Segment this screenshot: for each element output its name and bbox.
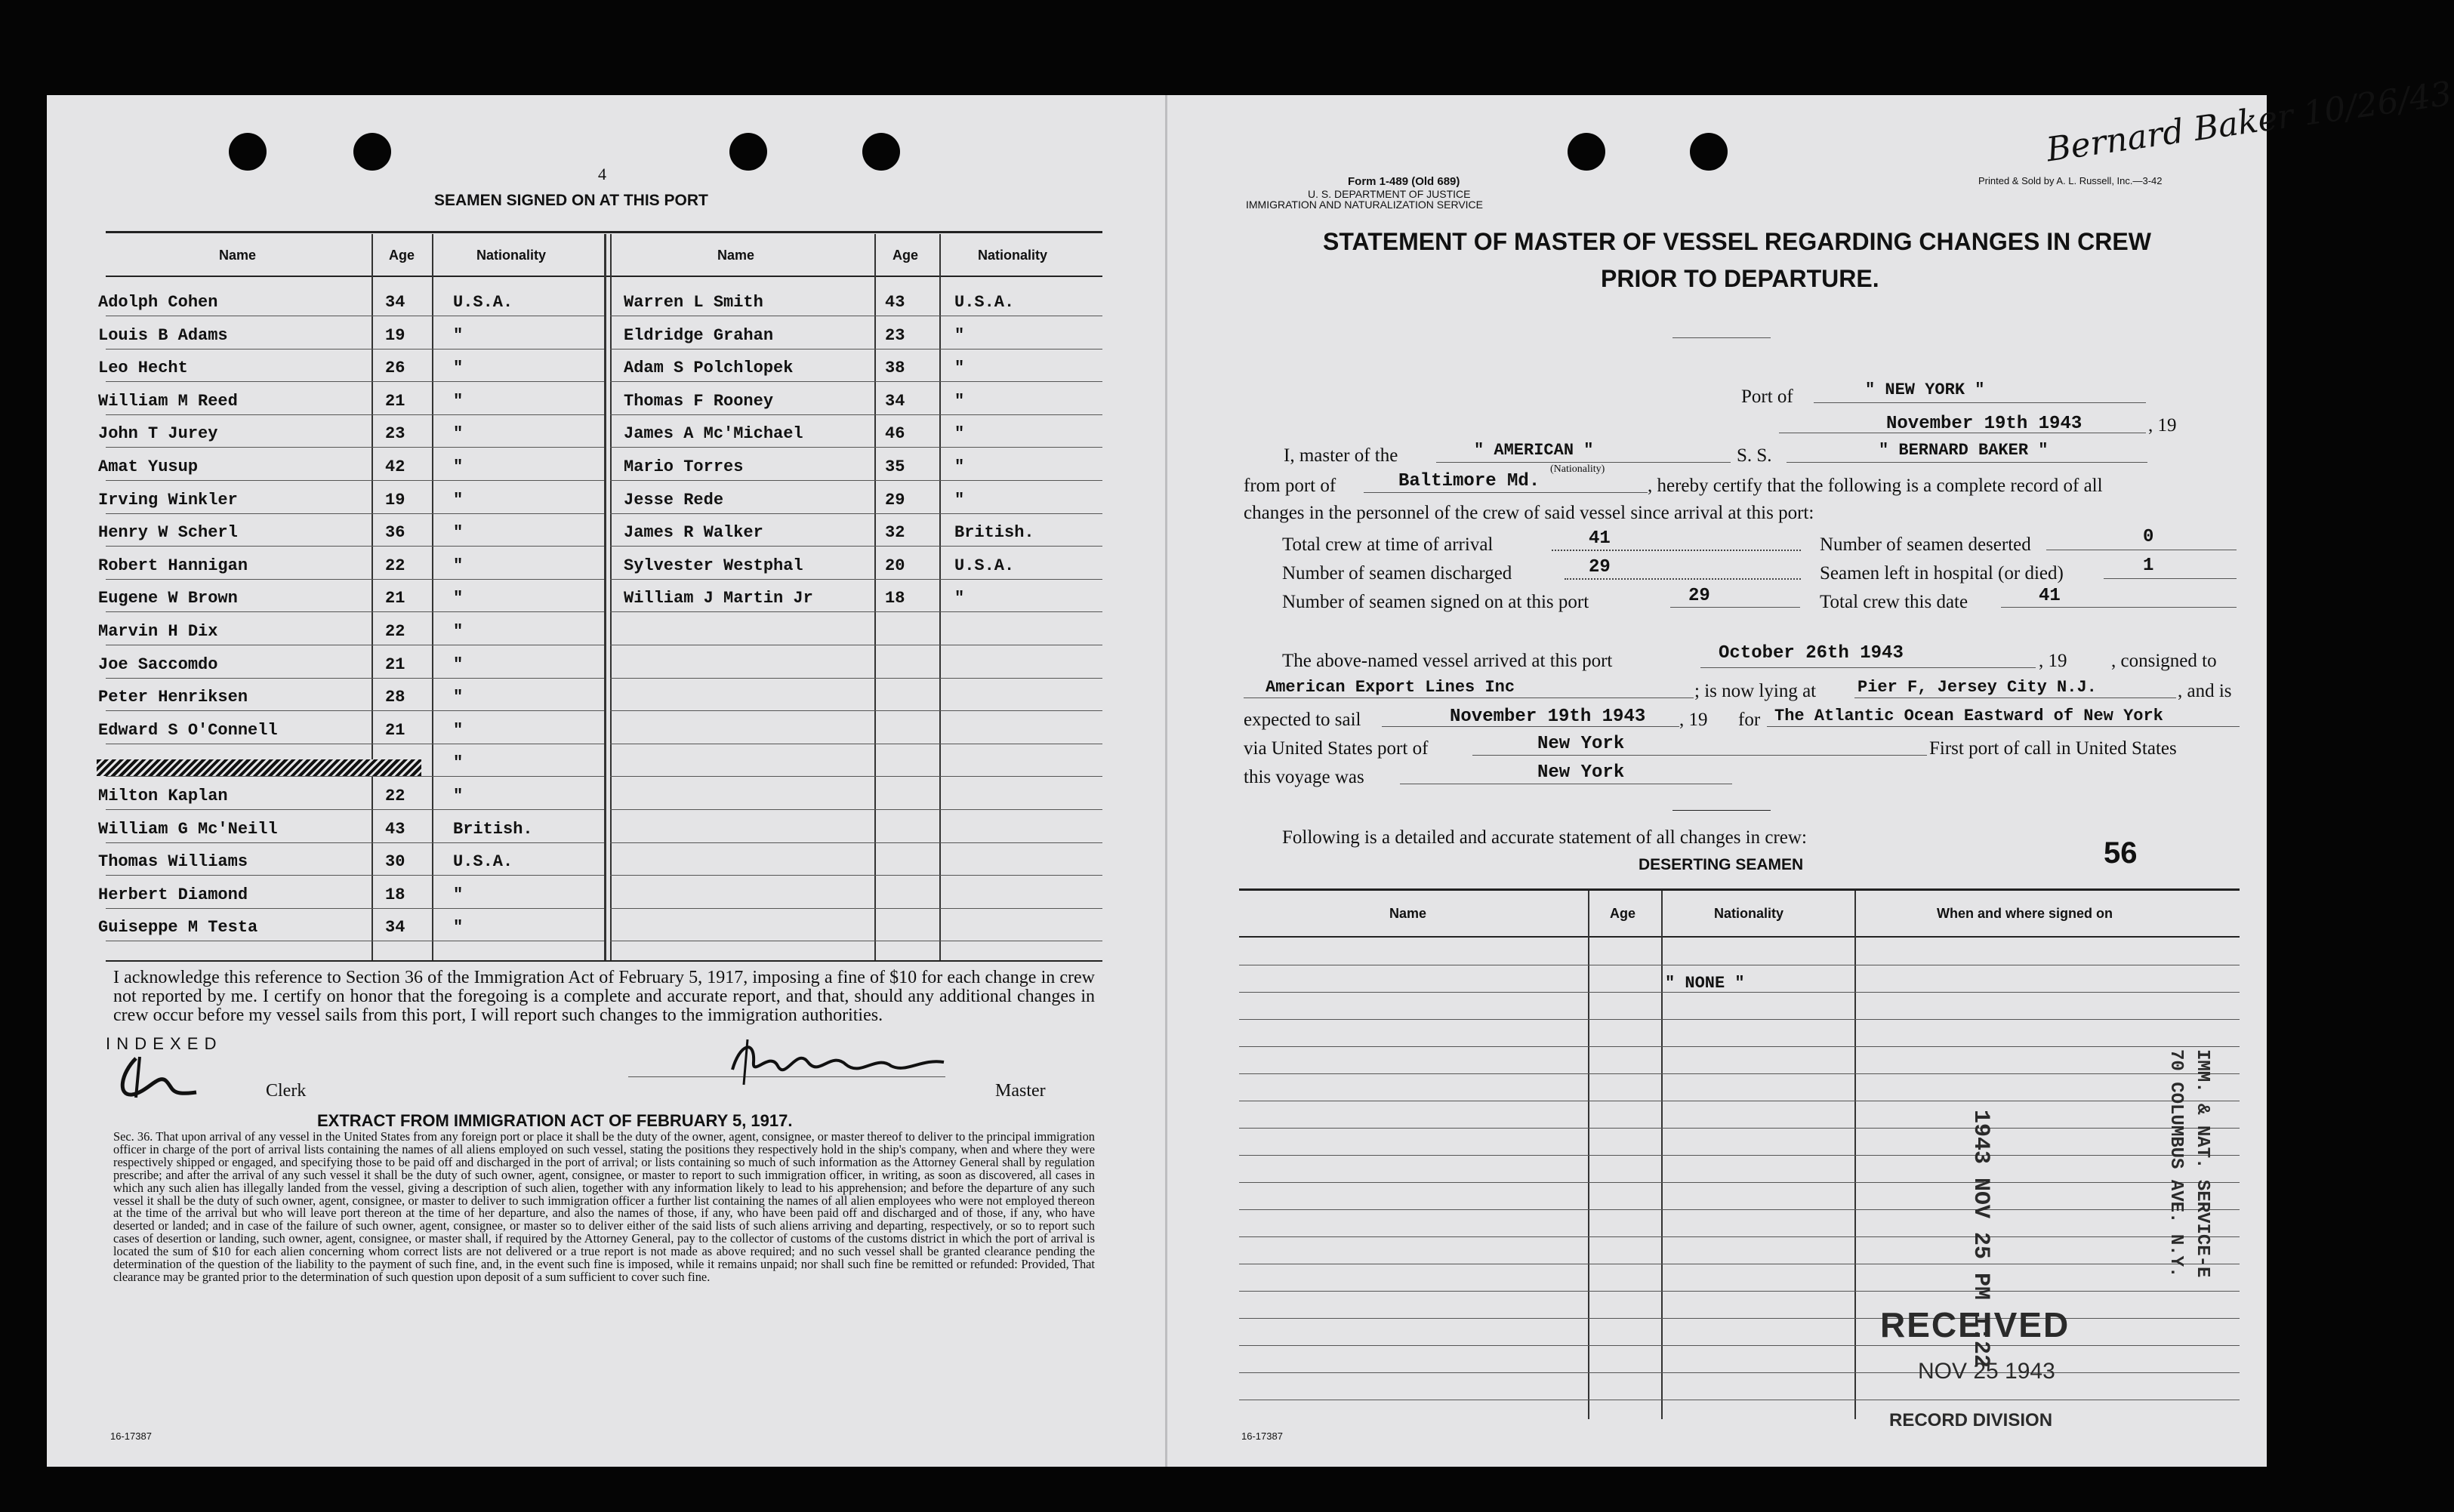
cell-nationality: British.	[954, 523, 1034, 543]
table-row-rule	[610, 611, 1102, 612]
via-line	[1472, 755, 1927, 756]
cell-nationality: British.	[453, 819, 533, 839]
cell-name: Thomas Williams	[98, 852, 248, 872]
table-row-rule	[106, 678, 604, 679]
deserting-row-rule	[1239, 1372, 2240, 1373]
deserting-header-rule	[1239, 936, 2240, 938]
received-date-stamp: NOV 25 1943	[1918, 1359, 2055, 1384]
table-row-rule	[106, 776, 604, 777]
cell-nationality: "	[453, 918, 464, 938]
total-crew-arrival-label: Total crew at time of arrival	[1282, 534, 1494, 555]
punch-hole	[729, 133, 767, 171]
deserted-label: Number of seamen deserted	[1820, 534, 2031, 555]
cell-name: Thomas F Rooney	[624, 391, 774, 411]
port-label: Port of	[1741, 386, 1793, 407]
indexed-stamp: I N D E X E D	[106, 1034, 217, 1053]
cell-age: 32	[885, 523, 905, 543]
table-row-rule	[106, 579, 604, 580]
cell-nationality: U.S.A.	[453, 852, 513, 872]
table-row-rule	[106, 546, 604, 547]
table-row-rule	[610, 579, 1102, 580]
voyage-value: New York	[1537, 762, 1625, 783]
cell-age: 23	[885, 325, 905, 345]
cell-nationality: "	[954, 490, 965, 510]
signed-on-label: Number of seamen signed on at this port	[1282, 592, 1589, 612]
cell-name: Mario Torres	[624, 457, 744, 476]
hospital-label: Seamen left in hospital (or died)	[1820, 563, 2064, 584]
office-stamp-line1: IMM. & NAT. SERVICE-E	[2192, 1049, 2212, 1278]
cell-age: 42	[385, 457, 405, 476]
cell-age: 23	[385, 424, 405, 444]
date-value: November 19th 1943	[1886, 414, 2083, 434]
col-header-age: Age	[893, 248, 919, 263]
cell-name: Guiseppe M Testa	[98, 918, 258, 938]
deserting-row-rule	[1239, 1046, 2240, 1047]
extract-title: EXTRACT FROM IMMIGRATION ACT OF FEBRUARY 5, 1917.	[317, 1111, 793, 1130]
form-number: Form 1-489 (Old 689)	[1348, 175, 1460, 188]
cell-name: William G Mc'Neill	[98, 819, 278, 839]
from-port-label: from port of	[1244, 476, 1336, 496]
table-row-rule	[106, 349, 604, 350]
table-row-rule	[610, 447, 1102, 448]
table-row-rule	[106, 875, 604, 876]
punch-hole	[1690, 133, 1728, 171]
table-row-rule	[610, 875, 1102, 876]
cell-name: William J Martin Jr	[624, 589, 813, 608]
hospital-value: 1	[2143, 556, 2154, 576]
cell-name: Eldridge Grahan	[624, 325, 774, 345]
deserting-header-nationality: Nationality	[1714, 906, 1784, 921]
cell-name: Marvin H Dix	[98, 622, 218, 641]
table-row-rule	[610, 842, 1102, 843]
cell-nationality: U.S.A.	[453, 293, 513, 312]
via-value: New York	[1537, 734, 1625, 754]
cell-nationality: "	[954, 391, 965, 411]
cell-name: Amat Yusup	[98, 457, 199, 476]
deserting-row-rule	[1239, 1073, 2240, 1074]
arrived-year: , 19	[2039, 651, 2067, 671]
changes-text: changes in the personnel of the crew of said vessel since arrival at this port:	[1244, 503, 1814, 523]
cell-name: William M Reed	[98, 391, 238, 411]
column-divider	[874, 234, 876, 960]
deserting-row-rule	[1239, 1019, 2240, 1020]
total-crew-date-label: Total crew this date	[1820, 592, 1968, 612]
blank-line	[1672, 337, 1771, 338]
expected-value: November 19th 1943	[1450, 707, 1646, 727]
for-label: for	[1738, 710, 1761, 730]
office-stamp-line2: 70 COLUMBUS AVE. N.Y.	[2166, 1049, 2186, 1278]
cell-nationality: "	[453, 556, 464, 575]
page-fold	[1165, 95, 1167, 1467]
deserting-row-rule	[1239, 1128, 2240, 1129]
lying-line	[1854, 697, 2176, 698]
cell-nationality: "	[453, 787, 464, 805]
dotted-line	[1552, 550, 1801, 551]
cell-nationality: "	[453, 490, 464, 510]
deserting-row-rule	[1239, 1318, 2240, 1319]
punch-hole	[353, 133, 391, 171]
cell-age: 19	[385, 490, 405, 510]
cell-nationality: "	[453, 325, 464, 345]
deserted-value: 0	[2143, 527, 2154, 547]
punch-hole	[229, 133, 267, 171]
master-of-label: I, master of the	[1284, 445, 1398, 466]
col-header-age: Age	[389, 248, 415, 263]
printer-note: Printed & Sold by A. L. Russell, Inc.—3-42	[1978, 175, 2163, 186]
cell-age: 34	[385, 293, 405, 312]
voyage-label: this voyage was	[1244, 767, 1364, 787]
col-header-name: Name	[219, 248, 257, 263]
signed-on-value: 29	[1688, 586, 1710, 606]
punch-hole	[1568, 133, 1605, 171]
table-row-rule	[610, 513, 1102, 514]
nationality-value: " AMERICAN "	[1474, 441, 1594, 460]
nationality-caption: (Nationality)	[1550, 463, 1605, 475]
table-row-rule	[610, 480, 1102, 481]
column-divider	[604, 234, 606, 960]
table-row-rule	[106, 447, 604, 448]
table-row-rule	[106, 908, 604, 909]
arrived-label: The above-named vessel arrived at this port	[1282, 651, 1613, 671]
cell-name: Robert Hannigan	[98, 556, 248, 575]
cell-age: 34	[385, 918, 405, 938]
cell-age: 43	[885, 293, 905, 312]
cell-age: 29	[885, 490, 905, 510]
deserting-row-rule	[1239, 1209, 2240, 1210]
consignee-line	[1244, 697, 1694, 698]
table-row-rule	[610, 678, 1102, 679]
cell-name: Henry W Scherl	[98, 523, 238, 543]
table-row-rule	[610, 414, 1102, 415]
signed-on-line	[1670, 607, 1800, 608]
cell-name: Joe Saccomdo	[98, 654, 218, 674]
cell-nationality: "	[453, 424, 464, 444]
expected-label: expected to sail	[1244, 710, 1361, 730]
cell-age: 21	[385, 391, 405, 411]
table-row-rule	[610, 809, 1102, 810]
form-title: STATEMENT OF MASTER OF VESSEL REGARDING CHANGES IN CREW	[1323, 228, 2151, 255]
column-divider	[432, 234, 433, 960]
cell-nationality: "	[453, 457, 464, 476]
expected-year: , 19	[1679, 710, 1708, 730]
cell-name: Peter Henriksen	[98, 688, 248, 707]
following-text: Following is a detailed and accurate statement of all changes in crew:	[1282, 827, 1807, 848]
none-value: " NONE "	[1665, 974, 1745, 993]
arrived-value: October 26th 1943	[1719, 643, 1904, 664]
record-division-stamp: RECORD DIVISION	[1889, 1410, 2053, 1430]
ship-line	[1787, 462, 2147, 463]
cell-name: Edward S O'Connell	[98, 720, 278, 740]
and-is-label: , and is	[2178, 681, 2232, 701]
extract-text: Sec. 36. That upon arrival of any vessel in the United States from any foreign port or place it shall be the duty of the owner, agent, consignee, or master thereof to deliver to the principal immigration officer in charge of the port of arrival lists containing the names of all aliens employed on such vessel, stating the positions they respectively hold in the ship's company, when and where they were respectively shipped or engaged, and specifying those to be paid off and discharged in the port of arrival; or lists containing so much of such information as the Attorney General shall by regulation prescribe; and after the arrival of any such vessel it shall be the duty of such owner, agent, consignee, or master to report to such immigration officer, in writing, as soon as discovered, all cases in which any such alien has illegally landed from the vessel, giving a description of such alien, together with any information likely to lead to his apprehension; and before the departure of any such vessel it shall be the duty of such owner, agent, consignee, or master to deliver to such immigration officer a further list containing the names of all alien employees who were not employed thereon at the time of the arrival but who will leave port thereon at the time of her departure, and also the names of those, if any, who have been paid off and discharged and of those, if any, who have deserted or landed; and in case of the failure of such owner, agent, consignee, or master so to deliver either of the said lists of such aliens arriving and departing, respectively, or so to report such cases of desertion or landing, such owner, agent, consignee, or master shall, if required by the Attorney General, pay to the collector of customs of the customs district in which the port of arrival is located the sum of $10 for each alien concerning whom correct lists are not delivered or a true report is not made as above required; and no such vessel shall be granted clearance pending the determination of the question of the liability to the payment of such fine, and, in the event such fine is imposed, while it remains unpaid; nor shall such fine be remitted or refunded: Provided, That clearance may be granted prior to the determination of such question upon deposit of a sum sufficient to cover such fine.	[113, 1129, 1095, 1284]
cell-age: 21	[385, 654, 405, 674]
port-line	[1814, 402, 2146, 403]
table-row-rule	[610, 349, 1102, 350]
cell-nationality: "	[954, 325, 965, 345]
cell-age: 21	[385, 720, 405, 740]
table-row-rule	[610, 381, 1102, 382]
table-bottom-rule	[106, 960, 1102, 962]
short-rule	[1672, 810, 1771, 811]
cell-name: Irving Winkler	[98, 490, 238, 510]
cell-name: Leo Hecht	[98, 359, 188, 378]
master-label: Master	[995, 1081, 1046, 1101]
cell-name: Milton Kaplan	[98, 787, 228, 805]
cell-name: Sylvester Westphal	[624, 556, 803, 575]
cell-age: 35	[885, 457, 905, 476]
date-received-stamp: 1943 NOV 25 PM 1:22	[1968, 1110, 1993, 1369]
cell-age: 20	[885, 556, 905, 575]
deserting-header-when-where: When and where signed on	[1937, 906, 2113, 921]
deserting-heading: DESERTING SEAMEN	[1639, 856, 1804, 873]
consignee-value: American Export Lines Inc	[1266, 678, 1515, 697]
cell-age: 34	[885, 391, 905, 411]
cell-name: Herbert Diamond	[98, 885, 248, 904]
master-signature	[725, 1036, 951, 1089]
discharged-value: 29	[1589, 557, 1611, 577]
punch-hole	[862, 133, 900, 171]
cell-age: 18	[385, 885, 405, 904]
form-subtitle: PRIOR TO DEPARTURE.	[1601, 265, 1879, 292]
page-number: 4	[598, 165, 606, 183]
table-top-rule	[106, 231, 1102, 233]
handwritten-note: Bernard Baker 10/26/43	[2044, 74, 2454, 170]
deserting-row-rule	[1239, 1291, 2240, 1292]
table-row-rule	[106, 809, 604, 810]
for-line	[1767, 726, 2240, 727]
cell-age: 46	[885, 424, 905, 444]
table-row-rule	[610, 908, 1102, 909]
cell-age: 43	[385, 819, 405, 839]
form-code: 16-17387	[110, 1430, 152, 1442]
table-row-rule	[610, 546, 1102, 547]
year-suffix: , 19	[2148, 415, 2177, 436]
table-row-rule	[106, 480, 604, 481]
cell-age: 30	[385, 852, 405, 872]
cell-age: 18	[885, 589, 905, 608]
cell-name: Eugene W Brown	[98, 589, 238, 608]
table-row-rule	[106, 611, 604, 612]
deserting-row-rule	[1239, 1345, 2240, 1346]
cell-age: 28	[385, 688, 405, 707]
cell-nationality: U.S.A.	[954, 556, 1015, 575]
cell-age: 38	[885, 359, 905, 378]
ss-label: S. S.	[1737, 445, 1772, 466]
cell-nationality: "	[453, 359, 464, 378]
table-row-rule	[106, 710, 604, 711]
cell-name: John T Jurey	[98, 424, 218, 444]
service: IMMIGRATION AND NATURALIZATION SERVICE	[1246, 199, 1483, 211]
section-title: SEAMEN SIGNED ON AT THIS PORT	[434, 192, 708, 209]
cell-name: Jesse Rede	[624, 490, 724, 510]
deserting-row-rule	[1239, 1182, 2240, 1183]
cell-nationality: "	[453, 622, 464, 641]
cell-age: 21	[385, 589, 405, 608]
form-code: 16-17387	[1241, 1430, 1283, 1442]
cell-name: Louis B Adams	[98, 325, 228, 345]
cell-name: Warren L Smith	[624, 293, 763, 312]
cell-nationality: "	[954, 589, 965, 608]
table-row-rule	[106, 381, 604, 382]
total-crew-arrival-value: 41	[1589, 528, 1611, 549]
cell-nationality: "	[453, 720, 464, 740]
cell-nationality: "	[954, 424, 965, 444]
acknowledgment-text: I acknowledge this reference to Section 36 of the Immigration Act of February 5, 1917, imposing a fine of $10 for each change in crew not reported by me. I certify on honor that the foregoing is a complete and accurate report, and that, should any additional changes in crew occur before my vessel sails from this port, I will report such changes to the immigration authorities.	[113, 968, 1095, 1025]
cell-name: James A Mc'Michael	[624, 424, 803, 444]
cell-nationality: "	[453, 654, 464, 674]
cell-age: 19	[385, 325, 405, 345]
cell-name: Adolph Cohen	[98, 293, 218, 312]
received-stamp: RECEIVED	[1880, 1305, 2070, 1344]
cell-age: 22	[385, 556, 405, 575]
cell-age: 22	[385, 622, 405, 641]
clerk-initials-signature	[113, 1051, 204, 1104]
lying-label: ; is now lying at	[1694, 681, 1817, 701]
arrived-line	[1700, 667, 2036, 668]
table-row-rule	[106, 513, 604, 514]
deserting-header-age: Age	[1610, 906, 1636, 921]
discharged-label: Number of seamen discharged	[1282, 563, 1512, 584]
table-row-rule	[610, 710, 1102, 711]
table-row-rule	[610, 776, 1102, 777]
deserting-top-rule	[1239, 888, 2240, 891]
cell-nationality: "	[453, 391, 464, 411]
cell-nationality: "	[453, 523, 464, 543]
deserting-row-rule	[1239, 1236, 2240, 1237]
from-port-line	[1364, 492, 1648, 493]
total-crew-date-line	[2001, 607, 2237, 608]
hospital-line	[2104, 578, 2237, 579]
cell-age: 22	[385, 787, 405, 805]
clerk-label: Clerk	[266, 1081, 307, 1101]
dotted-line	[1565, 578, 1801, 580]
cell-nationality: "	[453, 753, 464, 773]
cell-nationality: "	[954, 359, 965, 378]
struck-out-entry	[97, 759, 421, 776]
column-divider	[371, 234, 373, 960]
port-value: " NEW YORK "	[1865, 380, 1985, 399]
from-port-value: Baltimore Md.	[1398, 471, 1540, 491]
cell-name: James R Walker	[624, 523, 763, 543]
nationality-line	[1436, 462, 1731, 463]
for-value: The Atlantic Ocean Eastward of New York	[1774, 707, 2163, 725]
deserting-header-name: Name	[1389, 906, 1427, 921]
ship-value: " BERNARD BAKER "	[1879, 441, 2049, 460]
col-header-nationality: Nationality	[476, 248, 547, 263]
lying-value: Pier F, Jersey City N.J.	[1857, 678, 2097, 697]
table-row-rule	[106, 842, 604, 843]
total-crew-date-value: 41	[2039, 586, 2061, 606]
col-header-name: Name	[717, 248, 755, 263]
certify-text: , hereby certify that the following is a complete record of all	[1648, 476, 2103, 496]
via-label: via United States port of	[1244, 738, 1429, 759]
table-row-rule	[106, 414, 604, 415]
consigned-label: , consigned to	[2111, 651, 2217, 671]
col-header-nationality: Nationality	[978, 248, 1048, 263]
deserting-row-rule	[1239, 1155, 2240, 1156]
cell-nationality: "	[453, 885, 464, 904]
first-port-label: First port of call in United States	[1929, 738, 2177, 759]
column-divider	[939, 234, 941, 960]
cell-nationality: "	[453, 589, 464, 608]
cell-nationality: "	[954, 457, 965, 476]
cell-nationality: "	[453, 688, 464, 707]
department: U. S. DEPARTMENT OF JUSTICE	[1308, 188, 1471, 200]
cell-age: 36	[385, 523, 405, 543]
cell-age: 26	[385, 359, 405, 378]
cell-nationality: U.S.A.	[954, 293, 1015, 312]
cell-name: Adam S Polchlopek	[624, 359, 794, 378]
page-stamp: 56	[2104, 836, 2138, 870]
column-divider	[610, 234, 612, 960]
